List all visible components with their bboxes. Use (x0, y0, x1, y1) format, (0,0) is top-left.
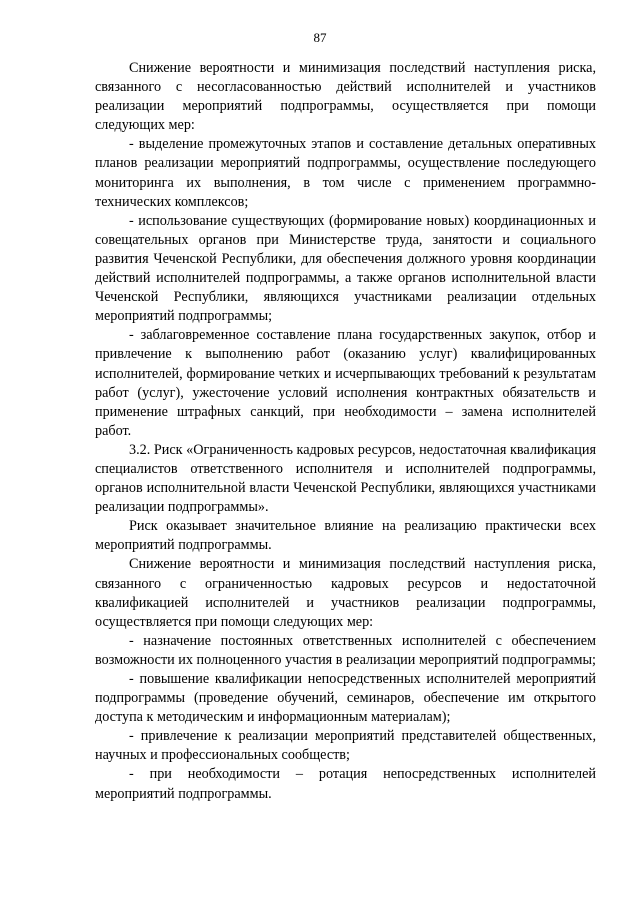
list-item: - привлечение к реализации мероприятий представителей общественных, научных и профессиональных сообществ; (95, 728, 596, 764)
list-item: - использование существующих (формирование новых) координационных и совещательных органов при Министерстве труда, занятости и социального развития Чеченской Республики, для обеспечения должного уровня координации действий исполнителей подпрограммы, а также органов исполнительной власти Чеченской Республики, являющихся участниками реализации отдельных мероприятий подпрограммы; (95, 212, 596, 325)
list-item: - назначение постоянных ответственных исполнителей с обеспечением возможности их полноценного участия в реализации мероприятий подпрограммы; (95, 632, 597, 668)
list-item: - выделение промежуточных этапов и составление детальных оперативных планов реализации мероприятий подпрограммы, осуществление последующего мониторинга их выполнения, в том числе с применением программно-технических комплексов; (95, 136, 596, 210)
paragraph: Снижение вероятности и минимизация последствий наступления риска, связанного с ограниченностью кадровых ресурсов и недостаточной квалификацией исполнителей и участников реализации подпрограммы, осуществляется при помощи следующих мер: (95, 556, 596, 630)
body-text (95, 59, 596, 804)
list-item: - при необходимости – ротация непосредственных исполнителей мероприятий подпрограммы. (95, 766, 596, 802)
list-item: - повышение квалификации непосредственных исполнителей мероприятий подпрограммы (проведение обучений, семинаров, обеспечение им открытого доступа к методическим и информационным материалам); (95, 671, 596, 726)
page-number: 87 (313, 30, 327, 45)
section-heading-paragraph: 3.2. Риск «Ограниченность кадровых ресурсов, недостаточная квалификация специалистов ответственного исполнителя и исполнителей подпрограммы, органов исполнительной власти Чеченской Республики, являющихся участниками реализации подпрограммы». (95, 441, 596, 516)
paragraph: Риск оказывает значительное влияние на реализацию практически всех мероприятий подпрограммы. (95, 518, 596, 554)
list-item: - заблаговременное составление плана государственных закупок, отбор и привлечение к выполнению работ (оказанию услуг) квалифицированных исполнителей, формирование четких и исчерпывающих требований к результатам работ (услуг), ужесточение условий исполнения контрактных обязательств и применение штрафных санкций, при необходимости – замена исполнителей работ. (95, 327, 596, 439)
paragraph: Снижение вероятности и минимизация последствий наступления риска, связанного с несогласованностью действий исполнителей и участников реализации мероприятий подпрограммы, осуществляется при помощи следующих мер: (95, 60, 596, 134)
